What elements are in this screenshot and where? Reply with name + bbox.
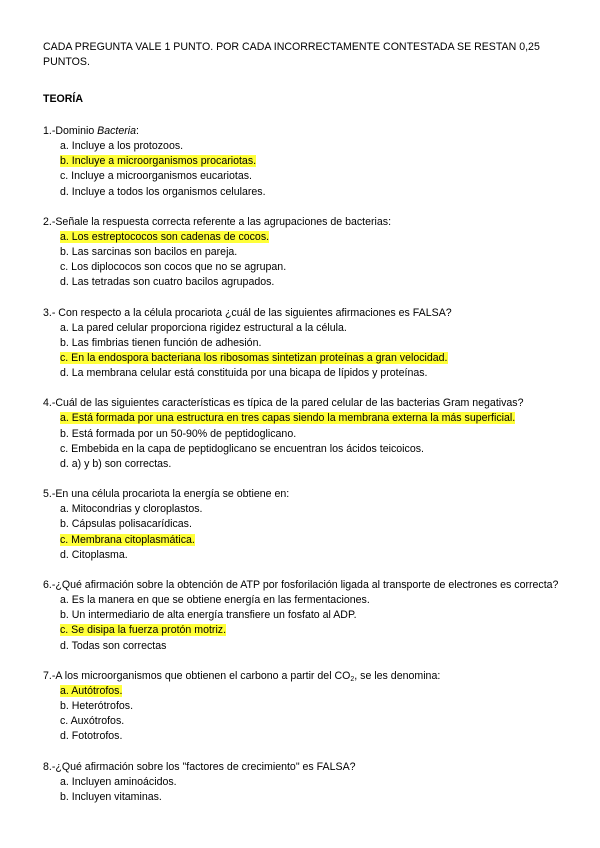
option-c: c. Los diplococos son cocos que no se agrupan. <box>60 261 287 274</box>
option-d: d. Las tetradas son cuatro bacilos agrupados. <box>60 276 275 289</box>
option-b: b. Las sarcinas son bacilos en pareja. <box>60 246 238 259</box>
highlighted-answer: b. Incluye a microorganismos procariotas. <box>60 155 257 168</box>
option-c: c. Incluye a microorganismos eucariotas. <box>60 170 252 183</box>
option-a: a. Mitocondrias y cloroplastos. <box>60 503 203 516</box>
question-text-suffix: : <box>136 125 139 137</box>
highlighted-answer: c. Se disipa la fuerza protón motriz. <box>60 624 227 637</box>
question-text: 3.- Con respecto a la célula procariota ¿cuál de las siguientes afirmaciones es FALSA? <box>43 306 452 319</box>
option-c <box>43 533 563 548</box>
option-list <box>43 321 563 382</box>
option-list <box>43 139 563 200</box>
option-list <box>43 502 563 563</box>
document-page <box>43 40 563 805</box>
highlighted-answer: a. Está formada por una estructura en tres capas siendo la membrana externa la más superficial. <box>60 412 516 425</box>
question-text <box>43 669 563 684</box>
option-d: d. Fototrofos. <box>60 730 123 743</box>
highlighted-answer: a. Autótrofos. <box>60 684 123 697</box>
question-8 <box>43 760 563 805</box>
option-a: a. La pared celular proporciona rigidez estructural a la célula. <box>60 321 347 334</box>
question-5 <box>43 487 563 563</box>
option-a <box>43 411 563 426</box>
question-text: 2.-Señale la respuesta correcta referente a las agrupaciones de bacterias: <box>43 215 392 228</box>
option-d: d. Todas son correctas <box>60 639 167 652</box>
option-c <box>43 351 563 366</box>
question-3 <box>43 306 563 382</box>
option-b <box>43 154 563 169</box>
option-d: d. a) y b) son correctas. <box>60 458 172 471</box>
option-d: d. La membrana celular está constituida por una bicapa de lípidos y proteínas. <box>60 367 428 380</box>
option-b: b. Heterótrofos. <box>60 700 134 713</box>
highlighted-answer: c. Membrana citoplasmática. <box>60 533 195 546</box>
option-list <box>43 684 563 745</box>
question-text-italic: Bacteria <box>97 125 137 137</box>
option-a: a. Incluyen aminoácidos. <box>60 775 177 788</box>
exam-instructions: CADA PREGUNTA VALE 1 PUNTO. POR CADA INCORRECTAMENTE CONTESTADA SE RESTAN 0,25 PUNTOS. <box>43 41 540 68</box>
option-a <box>43 684 563 699</box>
question-text-suffix: , se les denomina: <box>354 669 441 682</box>
option-b: b. Las fimbrias tienen función de adhesión. <box>60 336 262 349</box>
option-b: b. Cápsulas polisacarídicas. <box>60 518 192 531</box>
highlighted-answer: c. En la endospora bacteriana los ribosomas sintetizan proteínas a gran velocidad. <box>60 352 448 365</box>
option-b: b. Está formada por un 50-90% de peptidoglicano. <box>60 427 297 440</box>
question-1 <box>43 124 563 200</box>
option-b: b. Incluyen vitaminas. <box>60 790 162 803</box>
option-c: c. Auxótrofos. <box>60 715 125 728</box>
question-text-prefix: 1.-Dominio <box>43 125 98 137</box>
question-4 <box>43 396 563 472</box>
option-list <box>43 230 563 291</box>
option-list <box>43 411 563 472</box>
question-text: 5.-En una célula procariota la energía se obtiene en: <box>43 488 290 501</box>
question-2 <box>43 215 563 291</box>
section-title: TEORÍA <box>43 93 84 105</box>
question-7 <box>43 669 563 745</box>
option-list <box>43 775 563 805</box>
question-text: 6.-¿Qué afirmación sobre la obtención de ATP por fosforilación ligada al transporte de electrones es correcta? <box>43 579 559 592</box>
option-c <box>43 623 563 638</box>
option-b: b. Un intermediario de alta energía transfiere un fosfato al ADP. <box>60 609 357 622</box>
option-a <box>43 230 563 245</box>
option-d: d. Incluye a todos los organismos celulares. <box>60 185 266 198</box>
option-list <box>43 593 563 654</box>
question-6 <box>43 578 563 654</box>
highlighted-answer: a. Los estreptococos son cadenas de cocos. <box>60 230 270 243</box>
option-d: d. Citoplasma. <box>60 548 128 561</box>
question-text: 8.-¿Qué afirmación sobre los "factores de crecimiento" es FALSA? <box>43 760 356 773</box>
option-c: c. Embebida en la capa de peptidoglicano se encuentran los ácidos teicoicos. <box>60 442 424 455</box>
option-a: a. Es la manera en que se obtiene energía en las fermentaciones. <box>60 594 370 607</box>
option-a: a. Incluye a los protozoos. <box>60 140 184 152</box>
question-text-prefix: 7.-A los microorganismos que obtienen el carbono a partir del CO <box>43 669 351 682</box>
question-text: 4.-Cuál de las siguientes características es típica de la pared celular de las bacterias Gram negativas? <box>43 397 524 410</box>
subscript: 2 <box>350 675 355 683</box>
question-text <box>43 124 563 139</box>
